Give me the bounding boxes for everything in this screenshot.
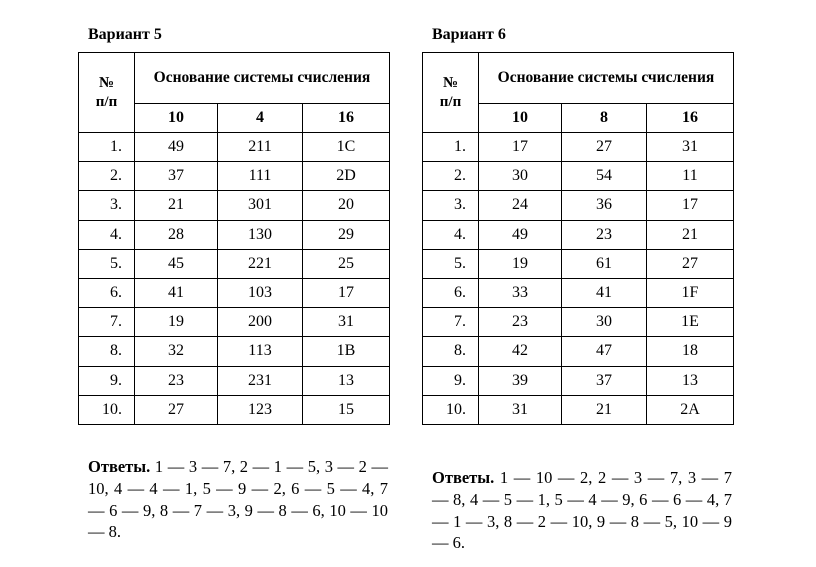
cell: 2D	[303, 162, 390, 191]
table-row	[423, 366, 734, 395]
row-index: 4.	[79, 220, 135, 249]
cell: 17	[647, 191, 734, 220]
answers	[88, 456, 388, 543]
row-index: 10.	[79, 395, 135, 424]
cell: 36	[562, 191, 647, 220]
cell: 21	[562, 395, 647, 424]
cell: 111	[218, 162, 303, 191]
cell: 29	[303, 220, 390, 249]
cell: 18	[647, 337, 734, 366]
cell: 37	[135, 162, 218, 191]
row-index: 6.	[79, 278, 135, 307]
row-index: 8.	[79, 337, 135, 366]
row-index: 10.	[423, 395, 479, 424]
cell: 13	[647, 366, 734, 395]
cell: 221	[218, 249, 303, 278]
row-index: 3.	[423, 191, 479, 220]
table-row	[423, 191, 734, 220]
cell: 1C	[303, 133, 390, 162]
cell: 19	[135, 308, 218, 337]
cell: 30	[479, 162, 562, 191]
header-number-text: № п/п	[439, 74, 462, 110]
answers	[432, 467, 732, 554]
row-index: 2.	[423, 162, 479, 191]
cell: 211	[218, 133, 303, 162]
cell: 41	[562, 278, 647, 307]
cell: 27	[562, 133, 647, 162]
cell: 301	[218, 191, 303, 220]
table-row	[79, 366, 390, 395]
cell: 25	[303, 249, 390, 278]
cell: 1F	[647, 278, 734, 307]
cell: 113	[218, 337, 303, 366]
variant-title: Вариант 6	[432, 26, 506, 43]
cell: 42	[479, 337, 562, 366]
cell: 23	[135, 366, 218, 395]
row-index: 1.	[423, 133, 479, 162]
header-base-10: 10	[135, 104, 218, 133]
row-index: 7.	[423, 308, 479, 337]
cell: 45	[135, 249, 218, 278]
header-number	[79, 53, 135, 133]
table-row	[423, 395, 734, 424]
row-index: 3.	[79, 191, 135, 220]
table-row	[79, 133, 390, 162]
table-row	[423, 162, 734, 191]
header-base-4: 4	[218, 104, 303, 133]
cell: 13	[303, 366, 390, 395]
row-index: 6.	[423, 278, 479, 307]
table-row	[79, 395, 390, 424]
cell: 32	[135, 337, 218, 366]
row-index: 5.	[423, 249, 479, 278]
cell: 15	[303, 395, 390, 424]
cell: 231	[218, 366, 303, 395]
row-index: 9.	[423, 366, 479, 395]
header-base-10: 10	[479, 104, 562, 133]
cell: 1E	[647, 308, 734, 337]
cell: 54	[562, 162, 647, 191]
header-base-16: 16	[647, 104, 734, 133]
table-row	[79, 278, 390, 307]
row-index: 4.	[423, 220, 479, 249]
cell: 19	[479, 249, 562, 278]
cell: 27	[135, 395, 218, 424]
cell: 17	[479, 133, 562, 162]
table-row	[423, 278, 734, 307]
row-index: 2.	[79, 162, 135, 191]
cell: 61	[562, 249, 647, 278]
answers-label: Ответы.	[432, 468, 495, 487]
cell: 31	[647, 133, 734, 162]
cell: 41	[135, 278, 218, 307]
cell: 31	[303, 308, 390, 337]
cell: 30	[562, 308, 647, 337]
cell: 49	[479, 220, 562, 249]
cell: 23	[562, 220, 647, 249]
table-row	[79, 162, 390, 191]
table-row	[79, 220, 390, 249]
row-index: 5.	[79, 249, 135, 278]
row-index: 8.	[423, 337, 479, 366]
header-base: Основание системы счисления	[135, 53, 390, 104]
cell: 20	[303, 191, 390, 220]
table-row	[423, 308, 734, 337]
cell: 24	[479, 191, 562, 220]
cell: 47	[562, 337, 647, 366]
header-number	[423, 53, 479, 133]
table-row	[79, 308, 390, 337]
cell: 49	[135, 133, 218, 162]
table-row	[79, 249, 390, 278]
cell: 130	[218, 220, 303, 249]
header-number-text: № п/п	[95, 74, 118, 110]
answers-label: Ответы.	[88, 457, 151, 476]
row-index: 9.	[79, 366, 135, 395]
table-row	[423, 337, 734, 366]
cell: 23	[479, 308, 562, 337]
cell: 2A	[647, 395, 734, 424]
answers-text: 1 — 10 — 2, 2 — 3 — 7, 3 — 7 — 8, 4 — 5 — 1, 5 — 4 — 9, 6 — 6 — 4, 7 — 1 — 3, 8 — 2 — 10, 9 — 8 — 5, 10 — 9 — 6.	[432, 468, 733, 553]
table-row	[423, 220, 734, 249]
row-index: 7.	[79, 308, 135, 337]
cell: 21	[135, 191, 218, 220]
cell: 17	[303, 278, 390, 307]
cell: 33	[479, 278, 562, 307]
cell: 11	[647, 162, 734, 191]
header-base-8: 8	[562, 104, 647, 133]
row-index: 1.	[79, 133, 135, 162]
cell: 31	[479, 395, 562, 424]
cell: 103	[218, 278, 303, 307]
variant-title: Вариант 5	[88, 26, 162, 43]
cell: 37	[562, 366, 647, 395]
numeral-system-table	[78, 52, 390, 425]
cell: 200	[218, 308, 303, 337]
cell: 21	[647, 220, 734, 249]
table-row	[79, 337, 390, 366]
header-base-16: 16	[303, 104, 390, 133]
cell: 1B	[303, 337, 390, 366]
cell: 28	[135, 220, 218, 249]
numeral-system-table	[422, 52, 734, 425]
answers-text: 1 — 3 — 7, 2 — 1 — 5, 3 — 2 — 10, 4 — 4 — 1, 5 — 9 — 2, 6 — 5 — 4, 7 — 6 — 9, 8 — 7 — 3, 9 — 8 — 6, 10 — 10 — 8.	[88, 457, 389, 542]
cell: 123	[218, 395, 303, 424]
table-row	[79, 191, 390, 220]
table-row	[423, 133, 734, 162]
cell: 27	[647, 249, 734, 278]
table-row	[423, 249, 734, 278]
header-base: Основание системы счисления	[479, 53, 734, 104]
cell: 39	[479, 366, 562, 395]
